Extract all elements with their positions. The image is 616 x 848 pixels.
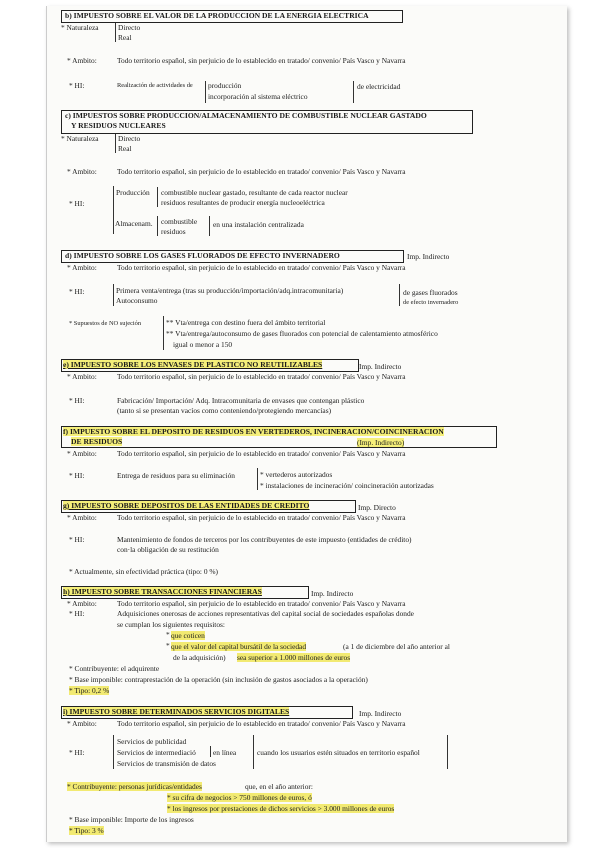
section-e-title: e) IMPUESTO SOBRE LOS ENVASES DE PLASTICO NO REUTILIZABLES xyxy=(63,360,323,369)
section-i-hi-label: * HI: xyxy=(69,748,85,757)
section-h-req2c: de la adquisición) xyxy=(173,653,226,662)
section-h-hi1: Adquisiciones onerosas de acciones representativas del capital social de sociedades españolas donde xyxy=(117,609,414,618)
section-h-tag: Imp. Indirecto xyxy=(311,589,354,598)
section-c-nat1: Directo xyxy=(118,134,141,143)
section-i-tag: Imp. Indirecto xyxy=(359,709,402,718)
section-i-title: i) IMPUESTO SOBRE DETERMINADOS SERVICIOS DIGITALES xyxy=(63,707,290,716)
section-c-naturaleza-label: * Naturaleza xyxy=(61,134,99,143)
section-c-hi-label: * HI: xyxy=(69,199,85,208)
section-c-ambito-label: * Ambito: xyxy=(67,167,97,176)
section-b-ambito: Todo territorio español, sin perjuicio de lo establecido en tratado/ convenio/ País Vasco y Navarra xyxy=(117,56,406,65)
section-g-actual: * Actualmente, sin efectividad práctica (tipo: 0 %) xyxy=(69,567,218,576)
section-c-title2: Y RESIDUOS NUCLEARES xyxy=(71,121,166,130)
section-h-req1-star: * xyxy=(166,630,170,639)
section-h-req1: que coticen xyxy=(171,631,205,640)
section-b-nat1: Directo xyxy=(118,23,141,32)
section-h-req2d: sea superior a 1.000 millones de euros xyxy=(237,653,351,662)
section-d-nosuj1: ** Vta/entrega con destino fuera del ámbito territorial xyxy=(166,318,326,327)
section-c-nat2: Real xyxy=(118,144,132,153)
section-f-title1: f) IMPUESTO SOBRE EL DEPOSITO DE RESIDUOS EN VERTEDEROS, INCINERACION/COINCINERACION xyxy=(63,427,444,436)
section-i-contrib-b: que, en el año anterior: xyxy=(245,782,313,791)
section-f-tag: (Imp. Indirecto) xyxy=(357,438,405,447)
section-c-prod2: residuos resultantes de producir energía nucleoeléctrica xyxy=(161,198,325,207)
section-i-s3: Servicios de transmisión de datos xyxy=(117,759,216,768)
section-i-hi-right: cuando los usuarios estén situados en territorio español xyxy=(257,748,420,757)
section-g-ambito: Todo territorio español, sin perjuicio de lo establecido en tratado/ convenio/ País Vasco y Navarra xyxy=(117,513,406,522)
section-f-hi1: * vertederos autorizados xyxy=(260,470,333,479)
section-d-nosuj-label: * Supuestos de NO sujeción xyxy=(69,320,142,327)
section-c-alm: Almacenam. xyxy=(115,219,153,228)
section-b-hi-mid2: incorporación al sistema eléctrico xyxy=(208,92,308,101)
section-i-base: * Base imponible: Importe de los ingresos xyxy=(69,815,194,824)
section-c-prod: Producción xyxy=(116,188,150,197)
section-i-s2b: en línea xyxy=(213,748,237,757)
section-b-ambito-label: * Ambito: xyxy=(67,56,97,65)
section-h-hi2: se cumplan los siguientes requisitos: xyxy=(117,620,225,629)
section-h-hi-label: * HI: xyxy=(69,609,85,618)
section-h-title: h) IMPUESTO SOBRE TRANSACCIONES FINANCIERAS xyxy=(63,587,262,596)
section-i-c1: * su cifra de negocios > 750 millones de euros, ó xyxy=(167,793,312,802)
section-c-alm2: residuos xyxy=(161,227,186,236)
section-f-title2: DE RESIDUOS xyxy=(71,437,123,446)
section-i-ambito-label: * Ambito: xyxy=(67,719,97,728)
section-e-ambito-label: * Ambito: xyxy=(67,372,97,381)
section-c-prod1: combustible nuclear gastado, resultante de cada reactor nuclear xyxy=(161,188,348,197)
section-i-c2: * los ingresos por prestaciones de dichos servicios > 3.000 millones de euros xyxy=(167,804,395,813)
section-e-hi-label: * HI: xyxy=(69,396,85,405)
section-d-nosuj3: igual o menor a 150 xyxy=(173,340,233,349)
section-b-nat2: Real xyxy=(118,33,132,42)
section-c-alm1: combustible xyxy=(161,217,198,226)
section-h-req2a: que el valor del capital bursátil de la sociedad xyxy=(171,642,307,651)
section-d-nosuj2: ** Vta/entrega/autoconsumo de gases fluorados con potencial de calentamiento atmosférico xyxy=(166,329,438,338)
section-g-tag: Imp. Directo xyxy=(358,503,396,512)
section-e-ambito: Todo territorio español, sin perjuicio de lo establecido en tratado/ convenio/ País Vasco y Navarra xyxy=(117,372,406,381)
document-page xyxy=(46,6,567,842)
section-d-hi2: Autoconsumo xyxy=(116,296,158,305)
section-e-tag: Imp. Indirecto xyxy=(359,362,402,371)
section-f-ambito-label: * Ambito: xyxy=(67,449,97,458)
section-c-ambito: Todo territorio español, sin perjuicio de lo establecido en tratado/ convenio/ País Vasco y Navarra xyxy=(117,167,406,176)
section-d-hi-label: * HI: xyxy=(69,287,85,296)
section-d-tag: Imp. Indirecto xyxy=(407,252,450,261)
section-h-contrib: * Contribuyente: el adquirente xyxy=(69,664,160,673)
section-h-ambito-label: * Ambito: xyxy=(67,599,97,608)
section-h-req2b: (a 1 de diciembre del año anterior al xyxy=(343,642,450,651)
section-i-tipo: * Tipo: 3 % xyxy=(69,826,104,835)
section-b-hi-label: * HI: xyxy=(69,81,85,90)
section-g-ambito-label: * Ambito: xyxy=(67,513,97,522)
section-b-title: b) IMPUESTO SOBRE EL VALOR DE LA PRODUCCION DE LA ENERGIA ELECTRICA xyxy=(65,11,369,20)
section-f-hi-label: * HI: xyxy=(69,471,85,480)
section-g-hi-label: * HI: xyxy=(69,535,85,544)
section-h-ambito: Todo territorio español, sin perjuicio de lo establecido en tratado/ convenio/ País Vasco y Navarra xyxy=(117,599,406,608)
section-g-hi2: con·la obligación de su restitución xyxy=(117,545,219,554)
section-e-hi2: (tanto si se presentan vacíos como conteniendo/protegiendo mercancías) xyxy=(117,406,332,415)
section-i-s1: Servicios de publicidad xyxy=(117,737,187,746)
section-b-naturaleza-label: * Naturaleza xyxy=(61,23,99,32)
section-b-hi-mid1: producción xyxy=(208,81,242,90)
section-i-s2: Servicios de intermediació xyxy=(117,748,196,757)
section-c-title1: c) IMPUESTOS SOBRE PRODUCCION/ALMACENAMIENTO DE COMBUSTIBLE NUCLEAR GASTADO xyxy=(65,111,427,120)
section-d-ambito: Todo territorio español, sin perjuicio de lo establecido en tratado/ convenio/ País Vasco y Navarra xyxy=(117,263,406,272)
section-d-ambito-label: * Ambito: xyxy=(67,263,97,272)
section-d-title: d) IMPUESTO SOBRE LOS GASES FLUORADOS DE EFECTO INVERNADERO xyxy=(65,251,340,260)
section-f-hi2: * instalaciones de incineración/ coincineración autorizadas xyxy=(260,481,434,490)
section-c-alm-right: en una instalación centralizada xyxy=(213,220,304,229)
section-h-tipo: * Tipo: 0,2 % xyxy=(69,686,110,695)
section-e-hi1: Fabricación/ Importación/ Adq. Intracomunitaria de envases que contengan plástico xyxy=(117,396,365,405)
section-f-ambito: Todo territorio español, sin perjuicio de lo establecido en tratado/ convenio/ País Vasco y Navarra xyxy=(117,449,406,458)
section-d-hi-right2: de efecto invernadero xyxy=(403,299,459,306)
section-i-ambito: Todo territorio español, sin perjuicio de lo establecido en tratado/ convenio/ País Vasco y Navarra xyxy=(117,719,406,728)
section-i-contrib-a: * Contribuyente: personas jurídicas/entidades xyxy=(67,782,202,791)
section-h-base: * Base imponible: contraprestación de la operación (sin inclusión de gastos asociados a la operación) xyxy=(69,675,368,684)
section-b-hi-text: Realización de actividades de xyxy=(117,82,193,89)
section-f-hi-text: Entrega de residuos para su eliminación xyxy=(117,471,236,480)
section-d-hi1: Primera venta/entrega (tras su producción/importación/adq.intracomunitaria) xyxy=(116,286,344,295)
section-b-hi-right: de electricidad xyxy=(357,82,401,91)
section-g-title: g) IMPUESTO SOBRE DEPOSITOS DE LAS ENTIDADES DE CREDITO xyxy=(63,501,310,510)
section-g-hi1: Mantenimiento de fondos de terceros por los contribuyentes de este impuesto (entidades de crédito) xyxy=(117,535,412,544)
section-d-hi-right1: de gases fluorados xyxy=(403,288,458,297)
section-h-req2-star: * xyxy=(166,641,170,650)
